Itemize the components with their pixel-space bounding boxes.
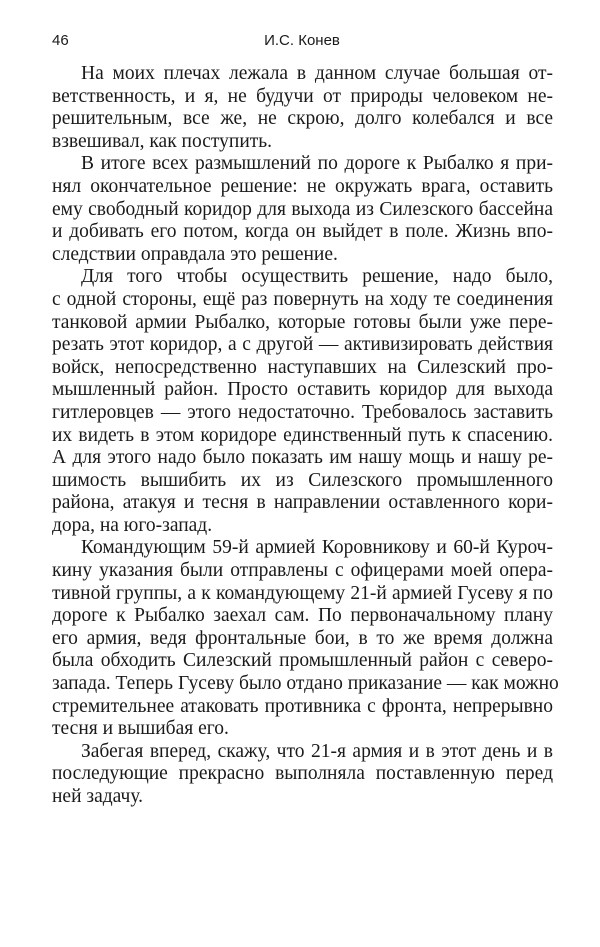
text-line: Забегая вперед, скажу, что 21-я армия и в этот день и в: [81, 740, 553, 762]
text-line: с одной стороны, ещё раз повернуть на ходу те соединения: [52, 288, 553, 310]
text-line: района, атакуя и тесня в направлении оставленного кори-: [52, 492, 553, 514]
text-line: кину указания были отправлены с офицерами моей опера-: [52, 560, 553, 582]
text-line: тивной группы, а к командующему 21-й армией Гусеву я по: [52, 582, 553, 604]
text-line: стремительнее атаковать противника с фронта, непрерывно: [52, 695, 553, 717]
text-line: войск, непосредственно наступавших на Силезский про-: [52, 356, 553, 378]
text-line: решительным, все же, не скрою, долго колебался и все: [52, 108, 553, 130]
paragraph: [52, 266, 553, 537]
text-line: нял окончательное решение: не окружать врага, оставить: [52, 175, 553, 197]
text-line: Командующим 59-й армией Коровникову и 60-й Куроч-: [81, 537, 553, 559]
text-line: В итоге всех размышлений по дороге к Рыбалко я при-: [81, 153, 553, 175]
body-text: [52, 63, 559, 809]
text-line: взвешивал, как поступить.: [52, 130, 273, 152]
text-line: гитлеровцев — этого недостаточно. Требовалось заставить: [52, 401, 553, 423]
paragraph: [52, 741, 553, 809]
text-line: следствии оправдала это решение.: [52, 243, 338, 265]
text-line: Для того чтобы осуществить решение, надо было,: [81, 266, 553, 288]
text-line: На моих плечах лежала в данном случае большая от-: [81, 63, 553, 84]
text-line: танковой армии Рыбалко, которые готовы были уже пере-: [52, 311, 553, 333]
text-line: была обходить Силезский промышленный район с северо-: [52, 650, 553, 672]
text-line: последующие прекрасно выполняла поставленную перед: [52, 763, 553, 785]
text-line: их видеть в этом коридоре единственный путь к спасению.: [52, 424, 553, 446]
running-title: И.С. Конев: [264, 32, 340, 49]
paragraph: [52, 63, 553, 153]
text-line: и добивать его потом, когда он выйдет в поле. Жизнь впо-: [52, 221, 553, 243]
text-line: ему свободный коридор для выхода из Силезского бассейна: [52, 198, 553, 220]
text-line: его армия, ведя фронтальные бои, в то же время должна: [52, 627, 553, 649]
text-line: резать этот коридор, а с другой — активизировать действия: [52, 334, 553, 356]
text-line: дороге к Рыбалко заехал сам. По первоначальному плану: [52, 605, 553, 627]
text-line: А для этого надо было показать им нашу мощь и нашу ре-: [52, 447, 553, 469]
text-line: дора, на юго-запад.: [52, 514, 213, 536]
text-line: ветственность, и я, не будучи от природы человеком не-: [52, 85, 553, 107]
paragraph: [52, 537, 559, 740]
text-line: мышленный район. Просто оставить коридор для выхода: [52, 379, 553, 401]
text-line: шимость вышибить их из Силезского промышленного: [52, 469, 553, 491]
text-line: запада. Теперь Гусеву было отдано приказание — как можно: [52, 673, 559, 695]
text-line: ней задачу.: [52, 786, 144, 807]
text-line: тесня и вышибая его.: [52, 718, 229, 740]
page-header: [52, 32, 552, 54]
page-number: 46: [52, 32, 69, 49]
paragraph: [52, 153, 553, 266]
